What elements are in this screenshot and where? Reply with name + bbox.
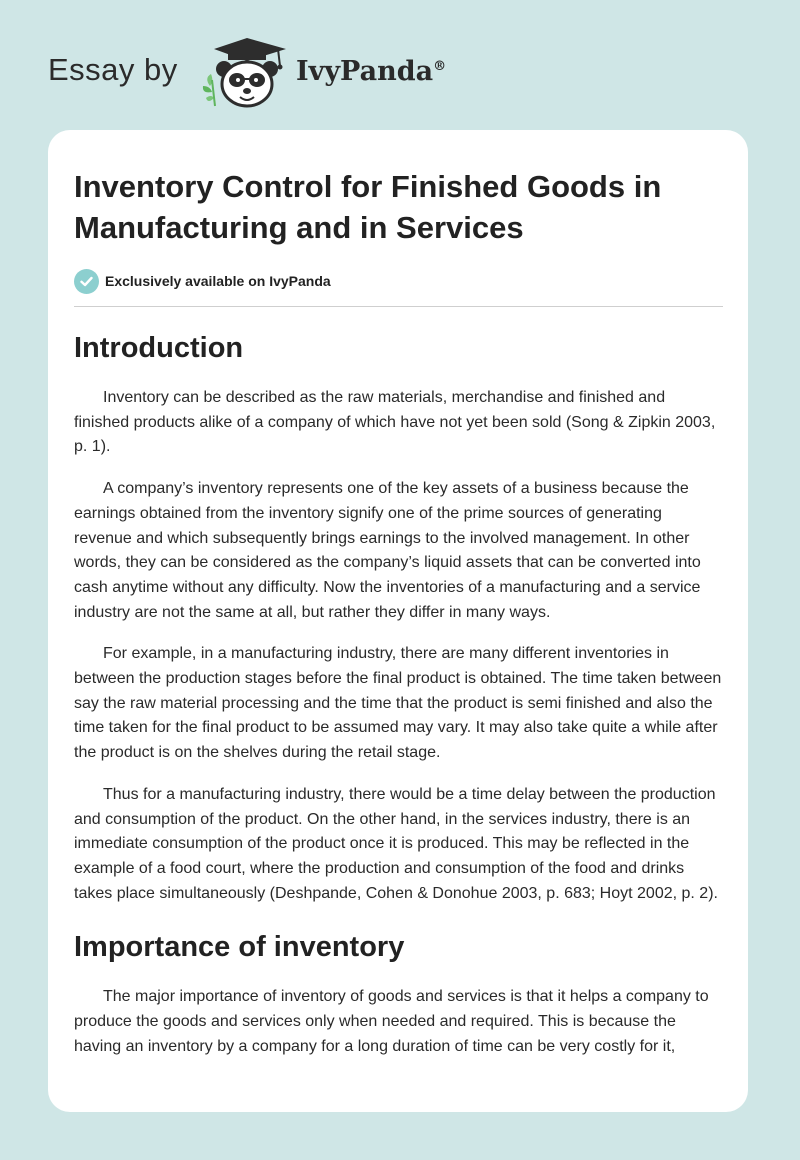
section-heading-importance-of-inventory: Importance of inventory xyxy=(74,931,405,964)
exclusive-badge xyxy=(74,268,723,294)
paragraph: For example, in a manufacturing industry, there are many different inventories in between the production stages before the final product is obtained. The time taken between say the raw material processing and the time that the product is semi finished and also the time taken for the final product to be assumed may vary. It may also take quite a while after the product is on the shelves during the retail stage. xyxy=(74,645,722,762)
brand-name-text: IvyPanda xyxy=(296,56,434,87)
check-icon xyxy=(74,269,99,294)
exclusive-badge-text: Exclusively available on IvyPanda xyxy=(105,273,331,289)
registered-mark: ® xyxy=(433,59,447,74)
essay-card xyxy=(48,130,748,1112)
brand-name[interactable] xyxy=(296,56,446,87)
section-heading-introduction: Introduction xyxy=(74,332,244,364)
essay-content xyxy=(74,166,723,1059)
brand-prefix: Essay by xyxy=(48,52,178,87)
paragraph: The major importance of inventory of goods and services is that it helps a company to produce the goods and services only when needed and required. This is because the having an inventory by a company for a long duration of time can be very costly for it, xyxy=(74,988,709,1055)
essay-title: Inventory Control for Finished Goods in Manufacturing and in Services xyxy=(74,169,662,245)
paragraph: Thus for a manufacturing industry, there would be a time delay between the production and consumption of the product. On the other hand, in the services industry, there is an immediate consumption of the product once it is produced. This may be reflected in the example of a food court, where the production and consumption of the food and drinks takes place simultaneously (Deshpande, Cohen & Donohue 2003, p. 683; Hoyt 2002, p. 2). xyxy=(74,785,718,902)
paragraph: A company’s inventory represents one of the key assets of a business because the earnings obtained from the inventory signify one of the prime sources of generating revenue and which subsequently brings earnings to the involved management. In other words, they can be considered as the company’s liquid assets that can be converted into cash anytime without any difficulty. Now the inventories of a manufacturing and a service industry are not the same at all, but rather they differ in many ways. xyxy=(74,480,701,621)
site-header xyxy=(0,0,800,130)
divider xyxy=(74,306,723,307)
panda-logo-icon[interactable] xyxy=(200,36,294,110)
paragraph: Inventory can be described as the raw materials, merchandise and finished and finished products alike of a company of which have not yet been sold (Song & Zipkin 2003, p. 1). xyxy=(74,389,716,456)
